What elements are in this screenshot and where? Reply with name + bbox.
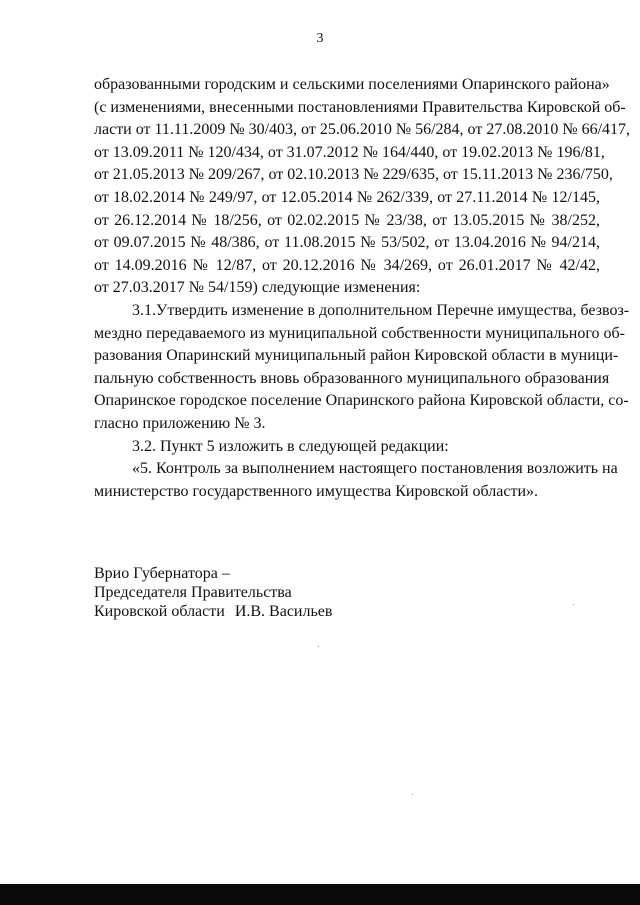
text-line: мездно передаваемого из муниципальной собственности муниципального об- [94,324,625,342]
signature-block [94,564,332,621]
text-line: ласти от 11.11.2009 № 30/403, от 25.06.2010 № 56/284, от 27.08.2010 № 66/417, [94,121,631,139]
text-line: «5. Контроль за выполнением настоящего постановления возложить на [132,460,618,478]
text-line: министерство государственного имущества Кировской области». [94,482,539,500]
text-line: (с изменениями, внесенными постановлениями Правительства Кировской об- [94,98,626,116]
signatory-name: И.В. Васильев [234,603,333,620]
scan-speck [573,604,574,605]
text-line: от 26.12.2014 № 18/256, от 02.02.2015 № 23/38, от 13.05.2015 № 38/252, [94,211,600,229]
text-line: пальную собственность вновь образованного муниципального образования [94,369,610,387]
paragraph-amendments-list [94,74,631,300]
scan-bottom-edge [0,884,640,905]
text-line: от 21.05.2013 № 209/267, от 02.10.2013 № 229/635, от 15.11.2013 № 236/750, [94,166,613,184]
signature-title-line [94,602,332,621]
text-line: образованными городским и сельскими поселениями Опаринского района» [94,76,610,93]
text-line: от 14.09.2016 № 12/87, от 20.12.2016 № 34/269, от 26.01.2017 № 42/42, [94,256,600,274]
text-line: гласно приложению № 3. [94,414,266,432]
scan-speck [318,646,319,647]
paragraph-3-2 [94,436,600,459]
signature-title-line: Председателя Правительства [94,584,292,601]
text-line: от 27.03.2017 № 54/159) следующие изменения: [94,279,421,297]
text-line: разования Опаринский муниципальный район Кировской области в муници- [94,347,619,365]
document-body [94,74,631,503]
text-line: 3.1.Утвердить изменение в дополнительном Перечне имущества, безвоз- [132,301,630,319]
paragraph-point-5 [94,458,618,503]
text-line: 3.2. Пункт 5 изложить в следующей редакции: [132,437,449,455]
signature-region: Кировской области [94,603,225,620]
page-number: 3 [316,31,324,46]
signature-title-line: Врио Губернатора – [94,565,230,582]
paragraph-3-1 [94,300,630,436]
text-line: от 09.07.2015 № 48/386, от 11.08.2015 № 53/502, от 13.04.2016 № 94/214, [94,234,600,252]
text-line: от 18.02.2014 № 249/97, от 12.05.2014 № 262/339, от 27.11.2014 № 12/145, [94,188,600,206]
text-line: Опаринское городское поселение Опаринского района Кировской области, со- [94,392,629,410]
text-line: от 13.09.2011 № 120/434, от 31.07.2012 № 164/440, от 19.02.2013 № 196/81, [94,143,605,161]
scan-speck [412,794,413,795]
